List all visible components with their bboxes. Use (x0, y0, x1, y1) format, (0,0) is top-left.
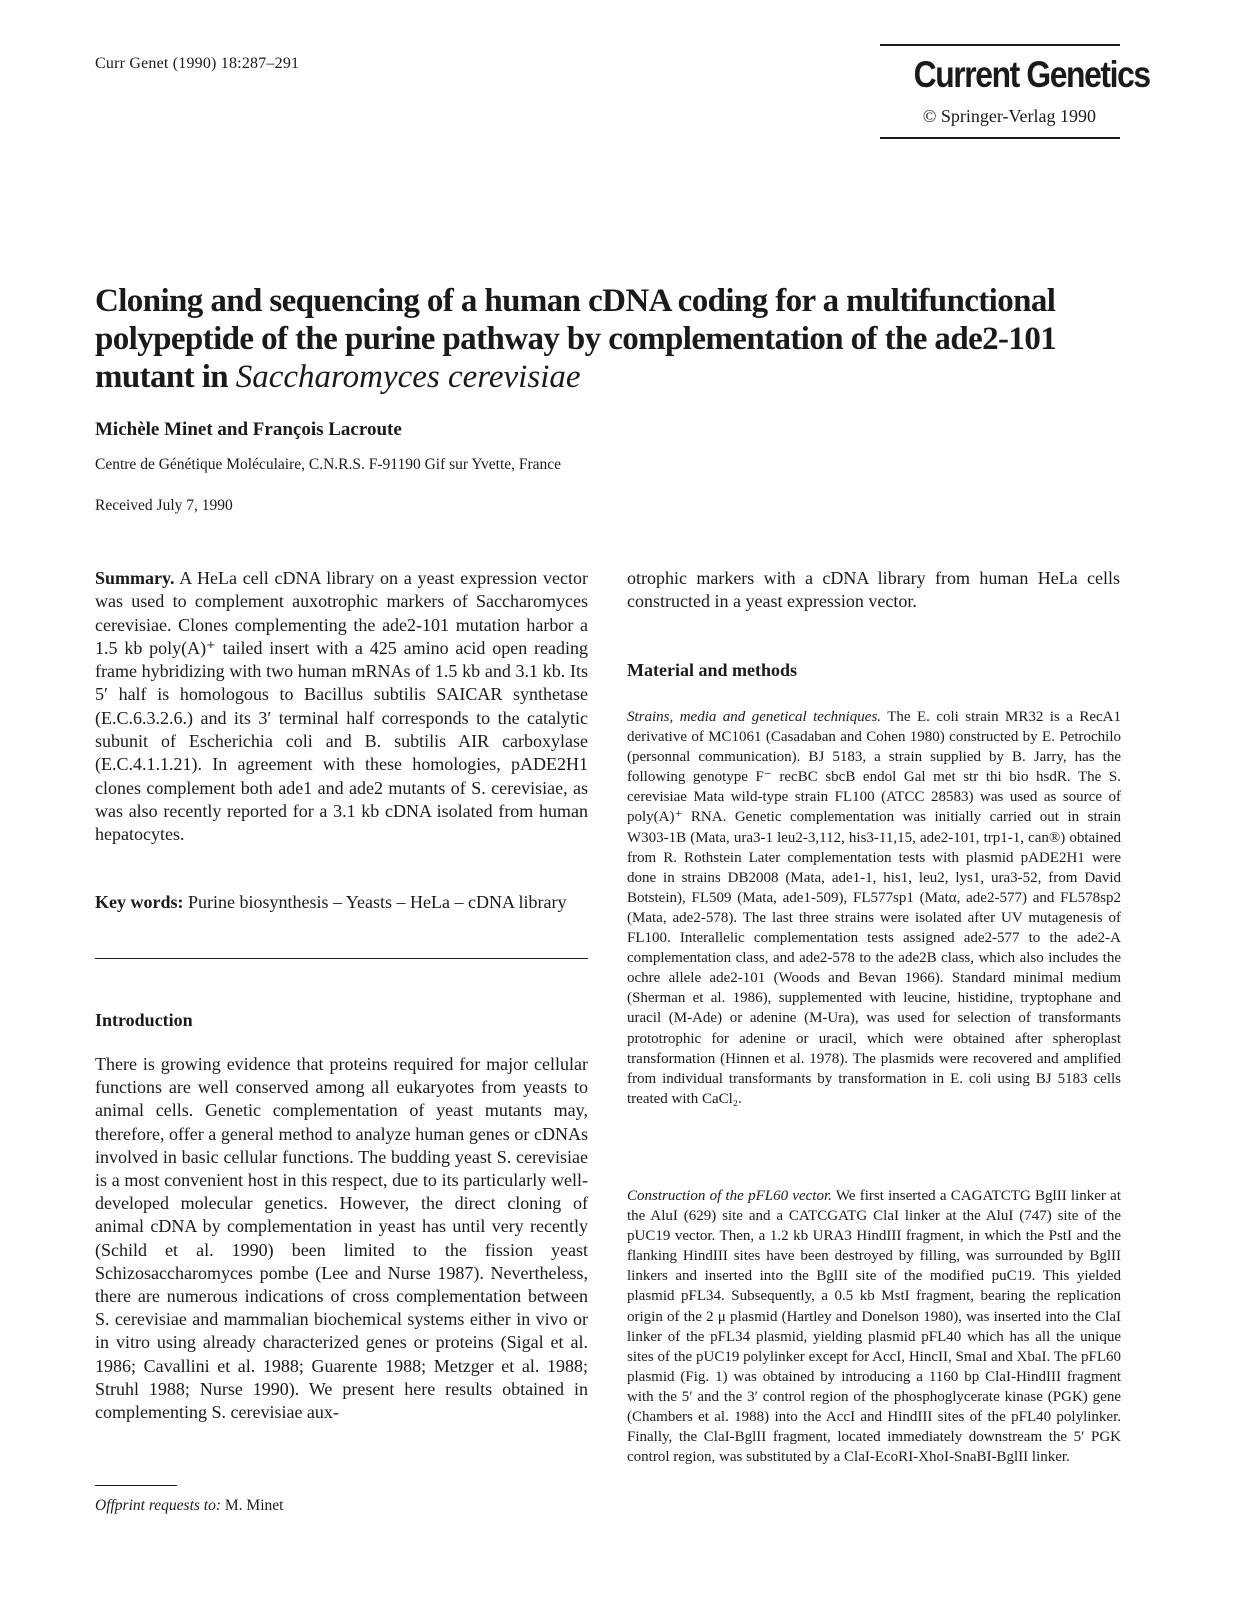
divider (95, 958, 588, 959)
offprint-name: M. Minet (224, 1497, 284, 1514)
footnote-divider (95, 1485, 177, 1486)
affiliation: Centre de Génétique Moléculaire, C.N.R.S. F-91190 Gif sur Yvette, France (95, 456, 562, 473)
divider (880, 137, 1120, 139)
keywords-label: Key words: (95, 892, 184, 912)
summary-paragraph (95, 567, 588, 847)
summary-text: A HeLa cell cDNA library on a yeast expression vector was used to complement auxotrophic markers of Saccharomyces cerevisiae. Clones complementing the ade2-101 mutation harbor a 1.5 kb poly(A)⁺ tailed insert with a 425 amino acid open reading frame hybridizing with two human mRNAs of 1.5 kb and 3.1 kb. Its 5′ half is homologous to Bacillus subtilis SAICAR synthetase (E.C.6.3.2.6.) and its 3′ terminal half corresponds to the catalytic subunit of Escherichia coli and B. subtilis AIR carboxylase (E.C.4.1.1.21). In agreement with these homologies, pADE2H1 clones complement both ade1 and ade2 mutants of S. cerevisiae, as was also recently reported for a 3.1 kb cDNA isolated from human hepatocytes. (95, 568, 588, 845)
keywords-paragraph (95, 891, 588, 914)
article-title-species: Saccharomyces cerevisiae (235, 359, 581, 395)
introduction-heading: Introduction (95, 1010, 193, 1030)
article-title (95, 282, 1135, 396)
methods-heading: Material and methods (627, 660, 797, 680)
offprint-label: Offprint requests to: (95, 1497, 222, 1514)
journal-name: Current Genetics (913, 54, 1150, 95)
offprint-footnote (95, 1497, 283, 1515)
strains-lead: Strains, media and genetical techniques. (627, 709, 882, 725)
keywords-text: Purine biosynthesis – Yeasts – HeLa – cDNA library (188, 892, 567, 912)
article-title-main: Cloning and sequencing of a human cDNA coding for a multifunctional polypeptide of the purine pathway by complementation of the ade2-101 mutant in (95, 283, 1057, 395)
received-date: Received July 7, 1990 (95, 497, 233, 514)
journal-citation: Curr Genet (1990) 18:287–291 (95, 55, 300, 72)
strains-text: The E. coli strain MR32 is a RecA1 derivative of MC1061 (Casadaban and Cohen 1980) constructed by E. Petrochilo (personnal communication). BJ 5183, a strain supplied by B. Jarry, has the following genotype F⁻ recBC sbcB endol Gal met str thi bio hsdR. The S. cerevisiae Mata wild-type strain FL100 (ATCC 28583) was used as source of poly(A)⁺ RNA. Genetic complementation was initially carried out in strain W303-1B (Mata, ura3-1 leu2-3,112, his3-11,15, ade2-101, trp1-1, can®) obtained from R. Rothstein Later complementation tests with plasmid pADE2H1 were done in strains DB2008 (Mata, ade1-1, his1, leu2, lys1, ura3-52, from David Botstein), FL509 (Mata, ade1-509), FL577sp1 (Matα, ade2-577) and FL578sp2 (Mata, ade2-578). The last three strains were isolated after UV mutagenesis of FL100. Interallelic complementation tests assigned ade2-577 to the ade2-A complementation class, and ade2-578 to the ade2B class, which also includes the ochre allele ade2-101 (Woods and Bevan 1966). Standard minimal medium (Sherman et al. 1986), supplemented with leucine, histidine, tryptophane and uracil (M-Ade) or adenine (M-Ura), was used for selection of transformants prototrophic for adenine or uracil, which were obtained after spheroplast transformation (Hinnen et al. 1978). The plasmids were recovered and amplified from individual transformants by transformation in E. coli using BJ 5183 cells treated with CaCl₂. (627, 709, 1121, 1107)
introduction-text: There is growing evidence that proteins required for major cellular functions are well conserved among all eukaryotes from yeasts to animal cells. Genetic complementation of yeast mutants may, therefore, offer a general method to analyze human genes or cDNAs involved in basic cellular functions. The budding yeast S. cerevisiae is a most convenient host in this respect, due to its particularly well-developed molecular genetics. However, the direct cloning of animal cDNA by complementation in yeast has until very recently (Schild et al. 1990) been limited to the fission yeast Schizosaccharomyces pombe (Lee and Nurse 1987). Nevertheless, there are numerous indications of cross complementation between S. cerevisiae and mammalian biochemical systems either in vivo or in vitro using already characterized genes or proteins (Sigal et al. 1986; Cavallini et al. 1988; Guarente 1988; Metzger et al. 1988; Struhl 1988; Nurse 1990). We present here results obtained in complementing S. cerevisiae aux- (95, 1054, 588, 1423)
strains-paragraph (627, 707, 1121, 1109)
divider (880, 44, 1120, 46)
introduction-continuation: otrophic markers with a cDNA library from human HeLa cells constructed in a yeast expression vector. (627, 568, 1120, 612)
authors: Michèle Minet and François Lacroute (95, 419, 402, 440)
journal-brand (880, 44, 1150, 139)
summary-label: Summary. (95, 568, 175, 588)
copyright: © Springer-Verlag 1990 (922, 106, 1096, 126)
construction-paragraph (627, 1186, 1121, 1467)
construction-lead: Construction of the pFL60 vector. (627, 1188, 832, 1204)
construction-text: We first inserted a CAGATCTG BglII linker at the AluI (629) site and a CATCGATG ClaI linker at the AluI (747) site of the pUC19 vector. Then, a 1.2 kb URA3 HindIII fragment, in which the PstI and the flanking HindIII sites have been destroyed by filling, was surrounded by BglII linkers and inserted into the BglII site of the modified puC19. This yielded plasmid pFL34. Subsequently, a 0.5 kb MstI fragment, bearing the replication origin of the 2 μ plasmid (Hartley and Donelson 1980), was inserted into the ClaI linker of the pFL34 plasmid, yielding plasmid pFL40 which has all the unique sites of the pUC19 polylinker except for AccI, HincII, SmaI and XbaI. The pFL60 plasmid (Fig. 1) was obtained by introducing a 1160 bp ClaI-HindIII fragment with the 5′ and the 3′ control region of the phosphoglycerate kinase (PGK) gene (Chambers et al. 1988) into the AccI and HindIII sites of the pFL40 polylinker. Finally, the ClaI-BglII fragment, located immediately downstream the 5′ PGK control region, was substituted by a ClaI-EcoRI-XhoI-SnaBI-BglII linker. (627, 1188, 1121, 1466)
